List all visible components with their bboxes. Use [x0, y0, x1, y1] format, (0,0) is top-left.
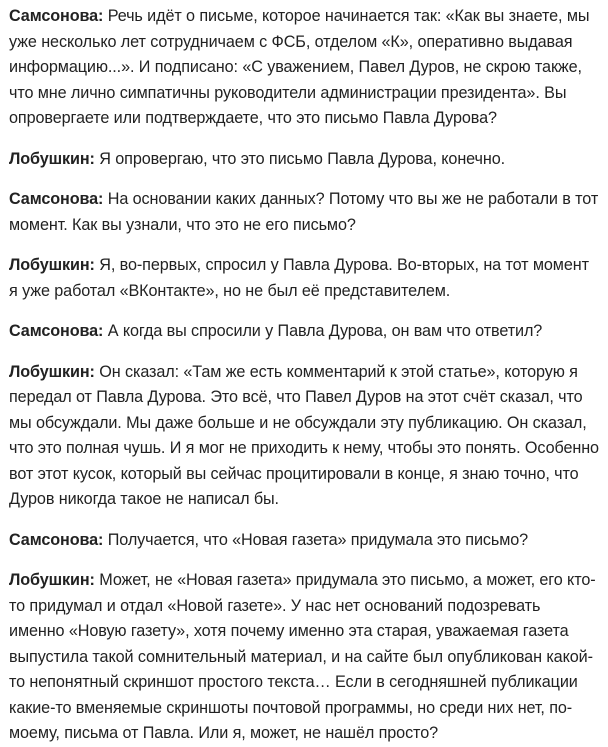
- dialogue-paragraph: [9, 4, 600, 132]
- speech-text: Получается, что «Новая газета» придумала это письмо?: [103, 530, 529, 549]
- speech-text: Он сказал: «Там же есть комментарий к этой статье», которую я передал от Павла Дурова. Это всё, что Павел Дуров на этот счёт сказал, что мы обсуждали. Мы даже больше и не обсуждали эту публикацию. Он сказал, что это полная чушь. И я мог не приходить к нему, чтобы это понять. Особенно вот этот кусок, который вы сейчас процитировали в конце, я знаю точно, что Дуров никогда такое не написал бы.: [9, 362, 599, 508]
- dialogue-paragraph: [9, 147, 600, 173]
- speaker-name: Лобушкин:: [9, 571, 95, 589]
- speech-text: Я опровергаю, что это письмо Павла Дурова, конечно.: [94, 149, 506, 168]
- speech-text: А когда вы спросили у Павла Дурова, он вам что ответил?: [103, 322, 543, 340]
- speaker-name: Самсонова:: [9, 7, 104, 25]
- speaker-name: Лобушкин:: [9, 362, 95, 381]
- speech-text: Речь идёт о письме, которое начинается так: «Как вы знаете, мы уже несколько лет сотрудничаем с ФСБ, отделом «К», оперативно выдавая информацию...». И подписано: «С уважением, Павел Дуров, не скрою также, что мне лично симпатичны руководители администрации президента». Вы опровергаете или подтверждаете, что это письмо Павла Дурова?: [9, 7, 590, 127]
- dialogue-paragraph: [9, 319, 600, 345]
- dialogue-paragraph: [9, 568, 600, 747]
- dialogue-paragraph: [9, 528, 600, 554]
- dialogue-paragraph: [9, 360, 600, 513]
- speech-text: Я, во-первых, спросил у Павла Дурова. Во-вторых, на тот момент я уже работал «ВКонтакте», но не был её представителем.: [9, 256, 589, 300]
- speaker-name: Самсонова:: [9, 190, 104, 208]
- speaker-name: Самсонова:: [9, 322, 104, 340]
- speaker-name: Лобушкин:: [9, 149, 95, 168]
- speaker-name: Лобушкин:: [9, 256, 95, 274]
- dialogue-paragraph: [9, 253, 600, 304]
- speech-text: На основании каких данных? Потому что вы же не работали в тот момент. Как вы узнали, что это не его письмо?: [9, 190, 599, 234]
- dialogue-paragraph: [9, 187, 600, 238]
- speaker-name: Самсонова:: [9, 530, 104, 549]
- speech-text: Может, не «Новая газета» придумала это письмо, а может, его кто-то придумал и отдал «Новой газете». У нас нет оснований подозревать именно «Новую газету», хотя почему именно эта старая, уважаемая газета выпустила такой сомнительный материал, и на сайте был опубликован какой-то непонятный скриншот простого текста… Если в сегодняшней публикации какие-то вменяемые скриншоты почтовой программы, но среди них нет, по-моему, письма от Павла. Или я, может, не нашёл просто?: [9, 571, 596, 742]
